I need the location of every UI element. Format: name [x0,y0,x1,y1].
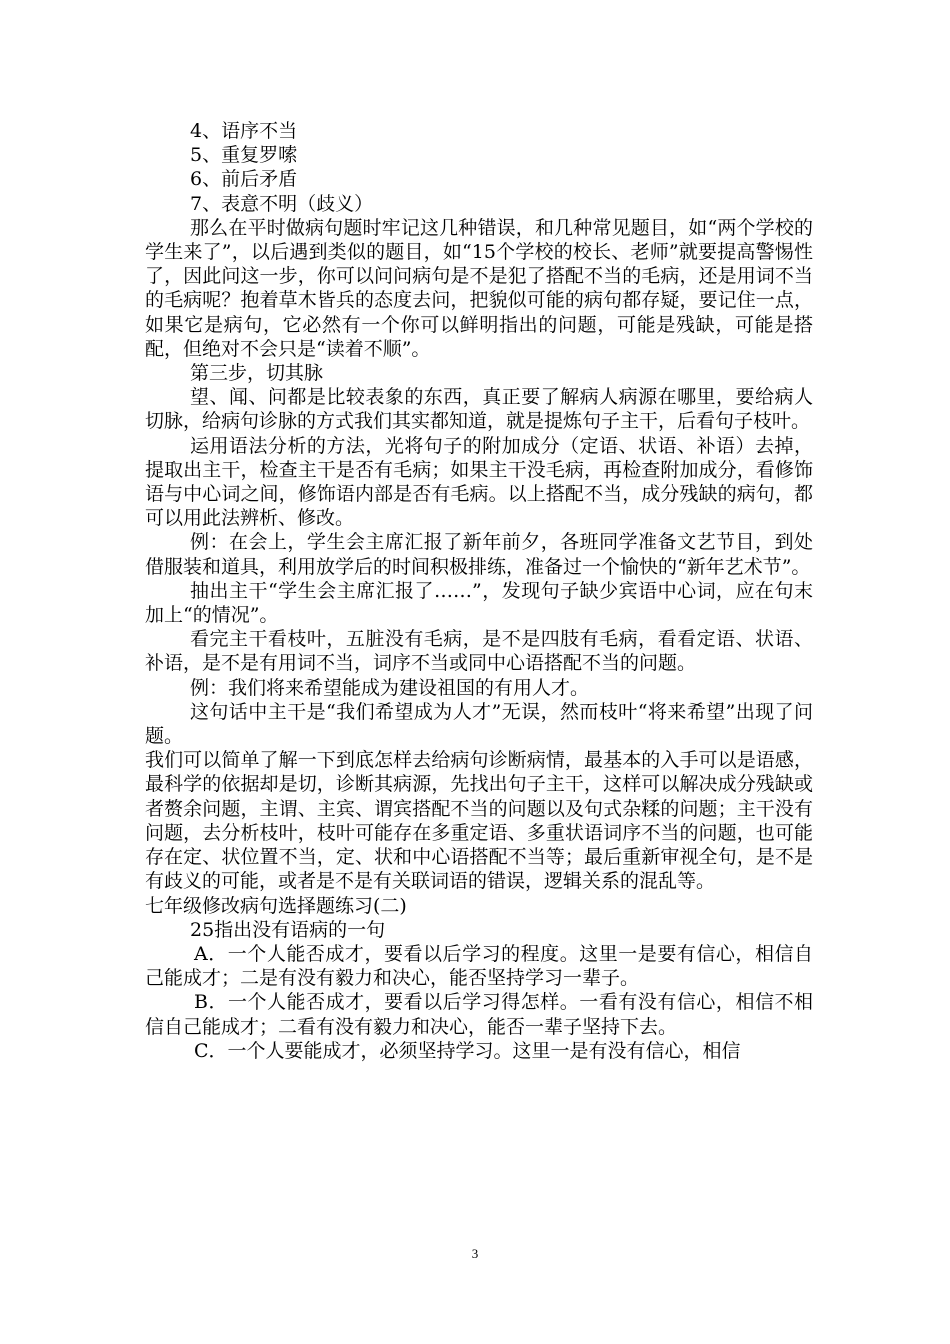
document-body [145,119,813,1063]
paragraph-example-two: 例：我们将来希望能成为建设祖国的有用人才。 [190,676,590,699]
paragraph-branches: 看完主干看枝叶，五脏没有毛病，是不是四肢有毛病，看看定语、状语、补语，是不是有用词不当，词序不当或同中心语搭配不当的问题。 [145,628,813,675]
paragraph-extract-trunk: 抽出主干“学生会主席汇报了……”，发现句子缺少宾语中心词，应在句末加上“的情况”。 [145,579,813,627]
option-c: C．一个人要能成才，必须坚持学习。这里一是有没有信心，相信 [194,1039,741,1062]
list-item-ambiguity: 7、表意不明（歧义） [190,192,374,215]
list-item-word-order: 4、语序不当 [190,120,298,142]
option-b: B．一个人能否成才，要看以后学习得怎样。一看有没有信心，相信不相信自己能成才；二看有没有毅力和决心，能否一辈子坚持下去。 [145,991,813,1038]
list-item-contradiction: 6、前后矛盾 [190,168,298,191]
option-a: A．一个人能否成才，要看以后学习的程度。这里一是要有信心，相信自己能成才；二是有没有毅力和决心，能否坚持学习一辈子。 [145,942,813,990]
paragraph-ask-step: 那么在平时做病句题时牢记这几种错误，和几种常见题目，如“两个学校的学生来了”，以后遇到类似的题目，如“15个学校的校长、老师”就要提高警惕性了，因此问这一步，你可以问问病句是不是犯了搭配不当的毛病，还是用词不当的毛病呢？抱着草木皆兵的态度去问，把貌似可能的病句都存疑，要记住一点，如果它是病句，它必然有一个你可以鲜明指出的问题，可能是残缺，可能是搭配，但绝对不会只是“读着不顺”。 [145,216,813,360]
list-item-redundancy: 5、重复罗嗦 [190,144,298,167]
paragraph-example-two-analysis: 这句话中主干是“我们希望成为人才”无误，然而枝叶“将来希望”出现了问题。 [145,700,813,748]
question-25: 25指出没有语病的一句 [190,918,386,941]
section-heading-step-three: 第三步，切其脉 [190,362,324,385]
exercise-title: 七年级修改病句选择题练习(二) [145,894,407,917]
page-number: 3 [471,1246,479,1261]
paragraph-summary: 我们可以简单了解一下到底怎样去给病句诊断病情，最基本的入手可以是语感，最科学的依据却是切，诊断其病源，先找出句子主干，这样可以解决成分残缺或者赘余问题，主谓、主宾、谓宾搭配不当的问题以及句式杂糅的问题；主干没有问题，去分析枝叶，枝叶可能存在多重定语、多重状语词序不当的问题，也可能存在定、状位置不当，定、状和中心语搭配不当等；最后重新审视全句，是不是有歧义的可能，或者是不是有关联词语的错误，逻辑关系的混乱等。 [145,749,813,893]
paragraph-example-one: 例：在会上，学生会主席汇报了新年前夕，各班同学准备文艺节目，到处借服装和道具，利用放学后的时间积极排练，准备过一个愉快的“新年艺术节”。 [145,531,813,578]
paragraph-grammar-analysis: 运用语法分析的方法，光将句子的附加成分（定语、状语、补语）去掉，提取出主干，检查主干是否有毛病；如果主干没毛病，再检查附加成分，看修饰语与中心词之间，修饰语内部是否有毛病。以上搭配不当，成分残缺的病句，都可以用此法辨析、修改。 [145,434,813,530]
paragraph-pulse: 望、闻、问都是比较表象的东西，真正要了解病人病源在哪里，要给病人切脉，给病句诊脉的方式我们其实都知道，就是提炼句子主干，后看句子枝叶。 [145,386,813,433]
